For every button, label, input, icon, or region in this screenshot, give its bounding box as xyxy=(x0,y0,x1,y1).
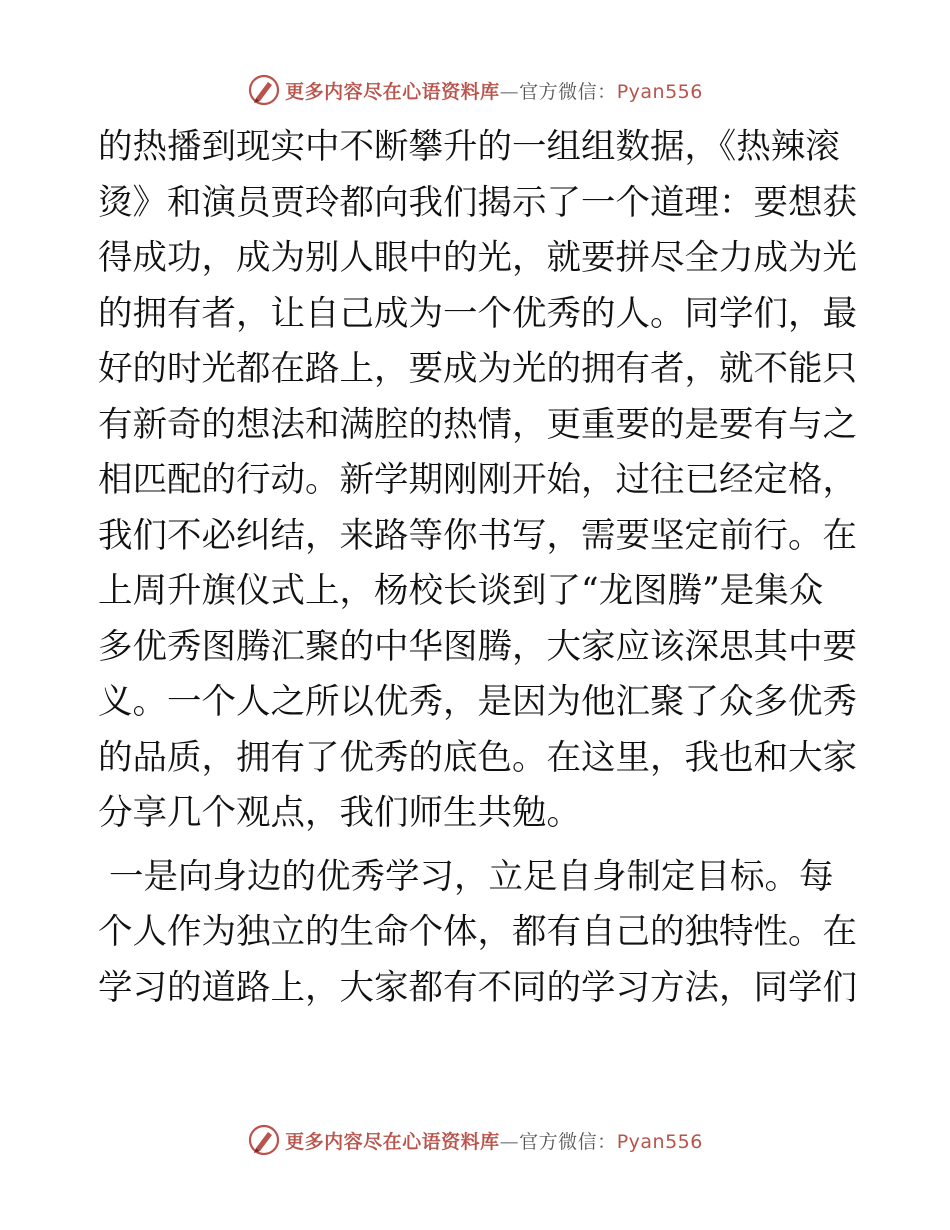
footer-handle: Pyan556 xyxy=(616,1130,703,1153)
text-line: 相匹配的行动。新学期刚刚开始，过往已经定格， xyxy=(98,460,857,500)
header-label: 官方微信： xyxy=(519,80,617,103)
footer-label: 官方微信： xyxy=(519,1130,617,1153)
text-line: 的热播到现实中不断攀升的一组组数据，《热辣滚 xyxy=(98,127,840,167)
text-line: 得成功，成为别人眼中的光，就要拼尽全力成为光 xyxy=(98,238,857,278)
paragraph-1 xyxy=(98,120,857,842)
text-line: 的拥有者，让自己成为一个优秀的人。同学们，最 xyxy=(98,293,857,334)
paragraph-2 xyxy=(98,850,857,1017)
text-line: 个人作为独立的生命个体，都有自己的独特性。在 xyxy=(98,912,857,952)
header-banner xyxy=(0,70,950,110)
pen-logo-icon xyxy=(247,1123,281,1157)
document-body xyxy=(98,120,857,1016)
text-line: 学习的道路上，大家都有不同的学习方法，同学们 xyxy=(98,967,857,1008)
header-separator: — xyxy=(499,80,520,103)
text-line: 烫》和演员贾玲都向我们揭示了一个道理：要想获 xyxy=(98,182,857,223)
pen-logo-icon xyxy=(247,73,281,107)
footer-brand: 更多内容尽在心语资料库 xyxy=(285,1130,500,1153)
text-line: 上周升旗仪式上，杨校长谈到了“龙图腾”是集众 xyxy=(98,571,824,611)
header-handle: Pyan556 xyxy=(616,80,703,103)
text-line: 有新奇的想法和满腔的热情，更重要的是要有与之 xyxy=(98,404,857,445)
footer-banner xyxy=(0,1120,950,1160)
text-line: 分享几个观点，我们师生共勉。 xyxy=(98,793,581,833)
header-brand: 更多内容尽在心语资料库 xyxy=(285,80,500,103)
footer-separator: — xyxy=(499,1130,520,1153)
text-line: 一是向身边的优秀学习，立足自身制定目标。每 xyxy=(98,856,834,897)
text-line: 义。一个人之所以优秀，是因为他汇聚了众多优秀 xyxy=(98,682,857,722)
text-line: 的品质，拥有了优秀的底色。在这里，我也和大家 xyxy=(98,737,857,778)
text-line: 好的时光都在路上，要成为光的拥有者，就不能只 xyxy=(98,349,857,389)
text-line: 我们不必纠结，来路等你书写，需要坚定前行。在 xyxy=(98,515,857,556)
text-line: 多优秀图腾汇聚的中华图腾，大家应该深思其中要 xyxy=(98,626,857,667)
